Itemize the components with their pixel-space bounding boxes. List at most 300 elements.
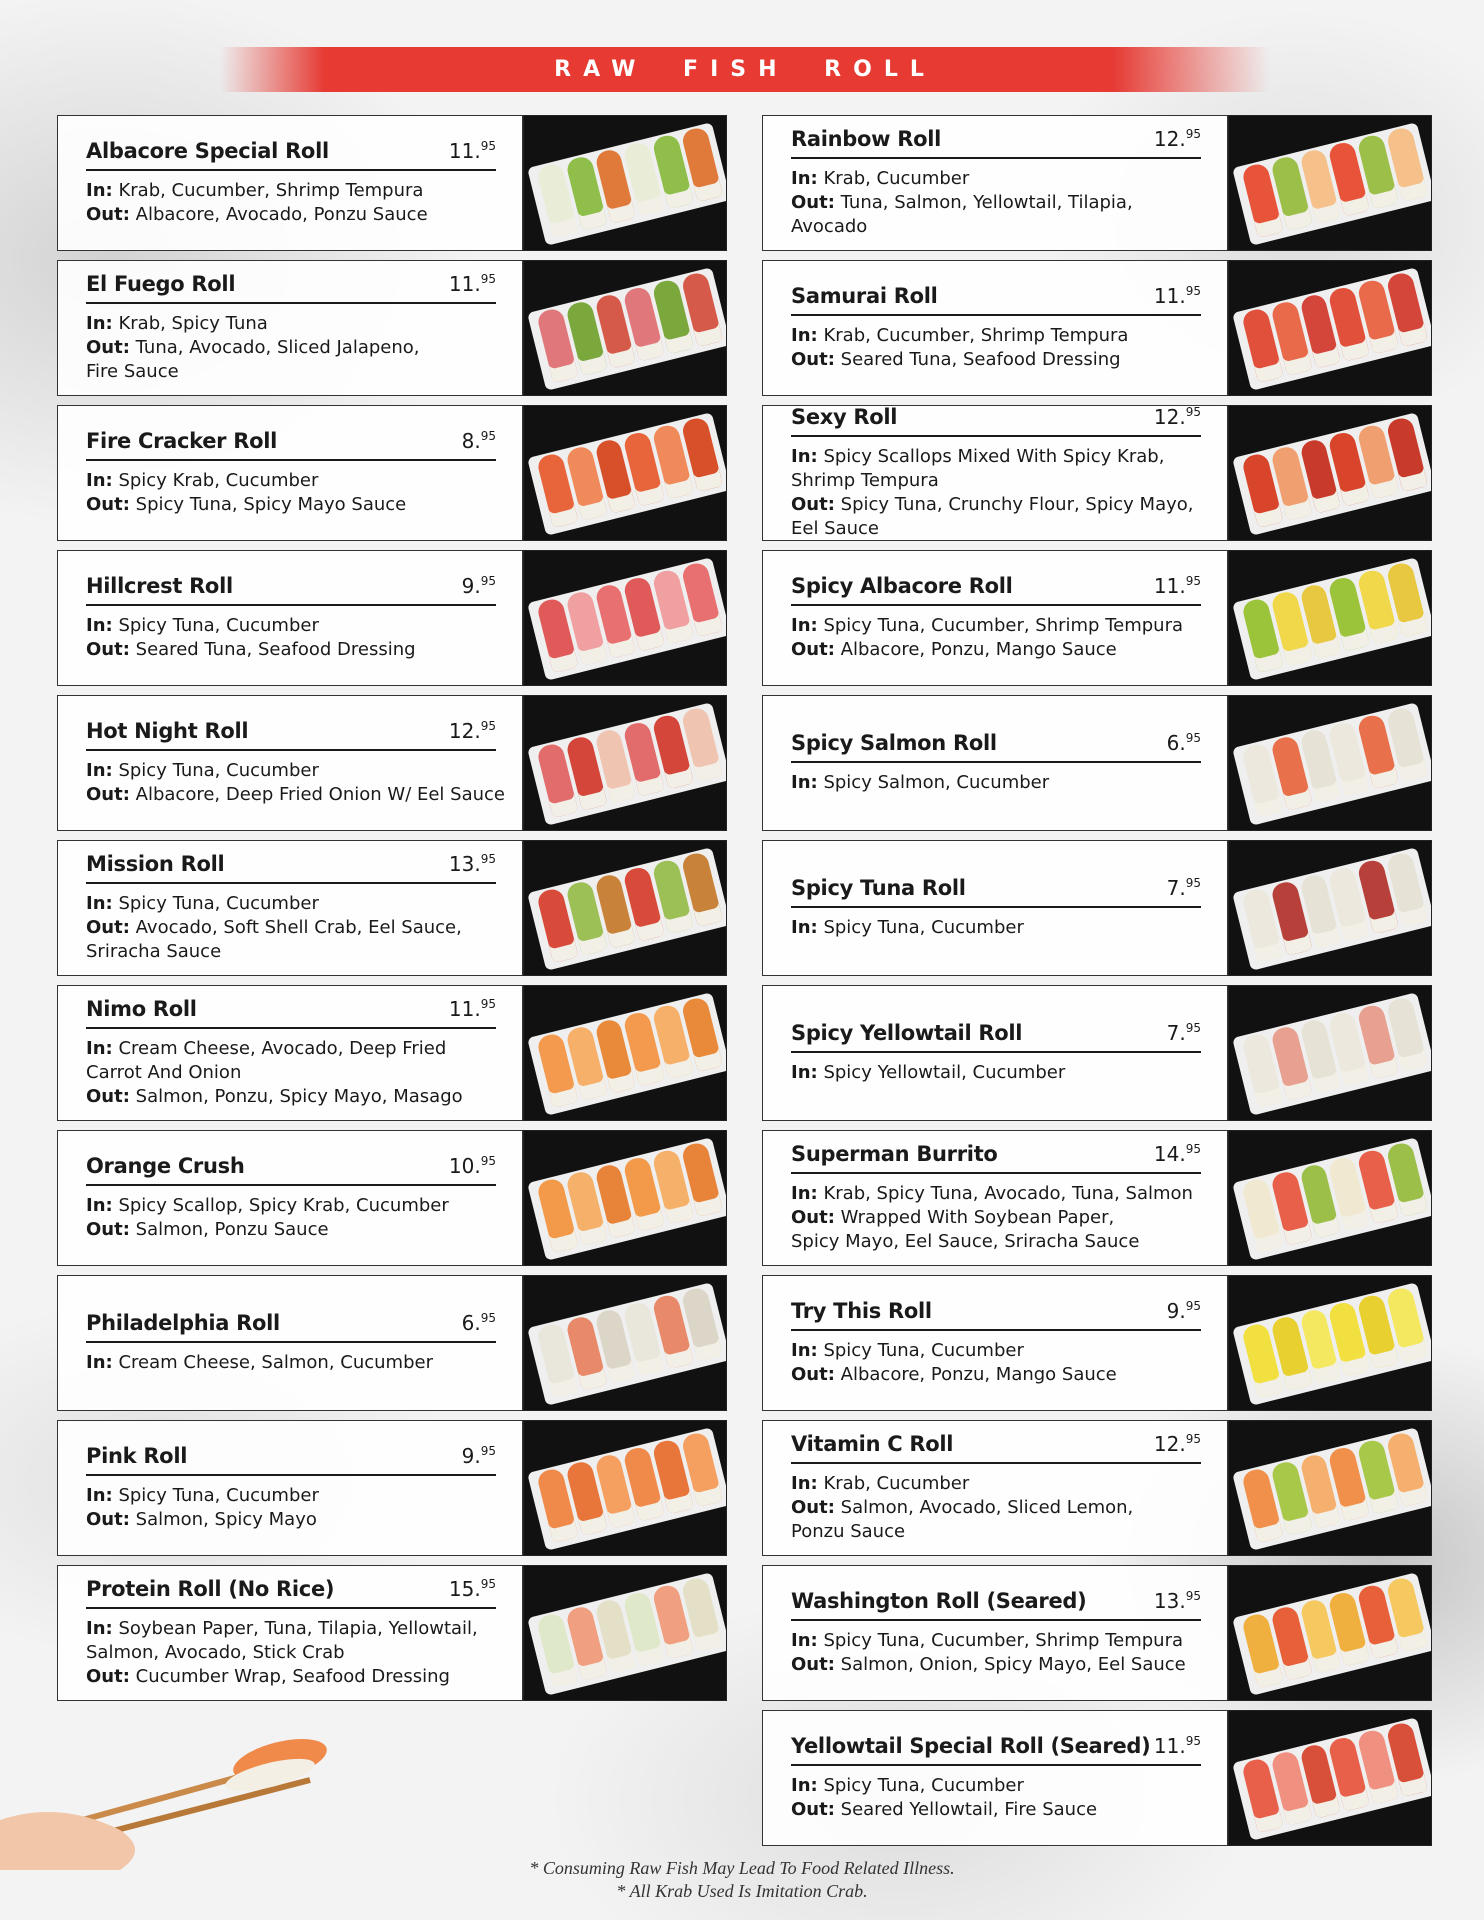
price-cents: 95 (480, 719, 496, 733)
menu-item-card (57, 695, 727, 831)
menu-item-text-box (57, 1275, 523, 1411)
menu-item-text-box (57, 550, 523, 686)
menu-item-description (86, 469, 506, 517)
price-dollars: 12. (1153, 1432, 1186, 1456)
description-line (791, 1363, 1211, 1387)
description-line (86, 1351, 506, 1375)
description-label: Out: (86, 1086, 130, 1107)
menu-item-name: Sexy Roll (791, 405, 898, 429)
description-text: Spicy Salmon, Cucumber (823, 772, 1050, 793)
description-text: Spicy Tuna, Crunchy Flour, Spicy Mayo, (840, 494, 1194, 515)
menu-item-price (449, 997, 496, 1021)
description-line (86, 203, 506, 227)
description-label: Out: (86, 784, 130, 805)
description-label: In: (791, 1630, 818, 1651)
menu-item-header (86, 852, 496, 884)
menu-item-header (86, 139, 496, 171)
description-line (86, 1218, 506, 1242)
menu-item-header (86, 1154, 496, 1186)
menu-item-description (791, 1774, 1211, 1822)
description-label: In: (86, 760, 113, 781)
price-cents: 95 (480, 429, 496, 443)
description-line (86, 614, 506, 638)
menu-item-name: Protein Roll (No Rice) (86, 1577, 335, 1601)
menu-item-header (86, 272, 496, 304)
description-text: Seared Tuna, Seafood Dressing (840, 349, 1121, 370)
description-label: Out: (791, 639, 835, 660)
menu-item-header (86, 1444, 496, 1476)
description-text: Albacore, Ponzu, Mango Sauce (840, 639, 1117, 660)
section-banner (220, 47, 1270, 92)
description-text: Eel Sauce (791, 518, 880, 539)
description-line (791, 1520, 1211, 1544)
price-cents: 95 (480, 997, 496, 1011)
description-text: Salmon, Avocado, Sliced Lemon, (840, 1497, 1134, 1518)
menu-item-name: Spicy Yellowtail Roll (791, 1021, 1023, 1045)
menu-item-price (1154, 405, 1201, 429)
menu-item-description (86, 312, 506, 384)
description-line (791, 1206, 1211, 1230)
description-label: In: (791, 1340, 818, 1361)
description-text: Soybean Paper, Tuna, Tilapia, Yellowtail, (118, 1618, 478, 1639)
menu-item-description (791, 916, 1211, 940)
description-label: In: (791, 325, 818, 346)
menu-item-price (449, 852, 496, 876)
menu-item-header (791, 1299, 1201, 1331)
sushi-photo (523, 405, 727, 541)
price-dollars: 11. (1153, 284, 1186, 308)
menu-item-price (1154, 1589, 1201, 1613)
description-line (86, 1061, 506, 1085)
menu-item-text-box (762, 1275, 1228, 1411)
sushi-photo (523, 260, 727, 396)
description-label: In: (86, 1618, 113, 1639)
description-text: Albacore, Ponzu, Mango Sauce (840, 1364, 1117, 1385)
menu-item-card (762, 1130, 1432, 1266)
menu-item-description (791, 445, 1211, 541)
description-line (791, 1653, 1211, 1677)
description-label: Out: (791, 192, 835, 213)
sushi-photo (1228, 695, 1432, 831)
description-label: In: (86, 1485, 113, 1506)
description-label: Out: (791, 1799, 835, 1820)
menu-item-name: Spicy Salmon Roll (791, 731, 997, 755)
description-label: In: (86, 1195, 113, 1216)
menu-item-header (791, 284, 1201, 316)
menu-item-name: Washington Roll (Seared) (791, 1589, 1087, 1613)
price-dollars: 13. (1153, 1589, 1186, 1613)
price-cents: 95 (1185, 1021, 1201, 1035)
menu-item-card (762, 1565, 1432, 1701)
description-label: In: (86, 313, 113, 334)
description-text: Krab, Cucumber, Shrimp Tempura (823, 325, 1129, 346)
menu-item-text-box (57, 1420, 523, 1556)
menu-item-name: Superman Burrito (791, 1142, 998, 1166)
menu-item-text-box (57, 115, 523, 251)
description-text: Krab, Cucumber (823, 168, 970, 189)
price-cents: 95 (480, 1444, 496, 1458)
menu-item-card (762, 1710, 1432, 1846)
menu-item-text-box (762, 1710, 1228, 1846)
menu-item-name: Samurai Roll (791, 284, 938, 308)
menu-item-name: El Fuego Roll (86, 272, 236, 296)
description-text: Krab, Cucumber (823, 1473, 970, 1494)
menu-item-card (762, 115, 1432, 251)
menu-item-price (449, 272, 496, 296)
menu-item-description (791, 771, 1211, 795)
sushi-photo (1228, 1130, 1432, 1266)
description-line (791, 916, 1211, 940)
description-line (86, 892, 506, 916)
sushi-photo (1228, 405, 1432, 541)
menu-item-description (791, 324, 1211, 372)
description-text: Spicy Tuna, Cucumber (118, 1485, 319, 1506)
description-line (86, 1194, 506, 1218)
price-cents: 95 (1185, 574, 1201, 588)
menu-item-name: Mission Roll (86, 852, 225, 876)
menu-item-description (86, 614, 506, 662)
menu-item-header (791, 127, 1201, 159)
description-text: Cream Cheese, Salmon, Cucumber (118, 1352, 433, 1373)
price-dollars: 14. (1153, 1142, 1186, 1166)
sushi-photo (1228, 1565, 1432, 1701)
menu-item-header (86, 429, 496, 461)
description-label: In: (86, 615, 113, 636)
menu-item-header (791, 1142, 1201, 1174)
menu-item-name: Albacore Special Roll (86, 139, 329, 163)
description-label: Out: (791, 1207, 835, 1228)
description-line (86, 493, 506, 517)
menu-item-description (86, 759, 506, 807)
sushi-photo (1228, 985, 1432, 1121)
price-cents: 95 (480, 272, 496, 286)
description-line (86, 638, 506, 662)
description-label: In: (86, 1352, 113, 1373)
menu-item-description (86, 1351, 506, 1375)
menu-item-name: Yellowtail Special Roll (Seared) (791, 1734, 1151, 1758)
description-text: Ponzu Sauce (791, 1521, 906, 1542)
description-line (86, 360, 506, 384)
menu-item-price (462, 429, 496, 453)
sushi-photo (1228, 1710, 1432, 1846)
menu-item-card (762, 550, 1432, 686)
menu-item-text-box (57, 985, 523, 1121)
description-text: Spicy Krab, Cucumber (118, 470, 319, 491)
price-dollars: 11. (1153, 574, 1186, 598)
description-label: In: (86, 470, 113, 491)
menu-item-name: Orange Crush (86, 1154, 245, 1178)
menu-item-header (791, 1432, 1201, 1464)
menu-item-price (1154, 574, 1201, 598)
menu-item-card (762, 840, 1432, 976)
footer-note-krab: * All Krab Used Is Imitation Crab. (616, 1881, 868, 1901)
price-dollars: 6. (461, 1311, 481, 1335)
menu-item-text-box (762, 115, 1228, 251)
description-text: Tuna, Avocado, Sliced Jalapeno, (135, 337, 420, 358)
description-line (86, 1617, 506, 1641)
description-text: Cream Cheese, Avocado, Deep Fried (118, 1038, 447, 1059)
description-label: In: (791, 1062, 818, 1083)
price-dollars: 11. (1153, 1734, 1186, 1758)
description-label: Out: (86, 1219, 130, 1240)
menu-item-price (1154, 1142, 1201, 1166)
sushi-photo (523, 695, 727, 831)
menu-item-name: Hillcrest Roll (86, 574, 233, 598)
menu-item-card (57, 1275, 727, 1411)
description-text: Spicy Tuna, Spicy Mayo Sauce (135, 494, 407, 515)
description-label: Out: (791, 1364, 835, 1385)
menu-item-card (57, 405, 727, 541)
description-line (791, 1339, 1211, 1363)
description-text: Spicy Tuna, Cucumber (823, 917, 1024, 938)
price-dollars: 8. (461, 429, 481, 453)
description-label: In: (791, 1183, 818, 1204)
menu-item-name: Spicy Tuna Roll (791, 876, 966, 900)
menu-item-name: Fire Cracker Roll (86, 429, 278, 453)
description-line (86, 179, 506, 203)
menu-item-card (57, 1130, 727, 1266)
menu-item-card (57, 1565, 727, 1701)
description-line (86, 1508, 506, 1532)
price-dollars: 15. (448, 1577, 481, 1601)
menu-item-header (86, 997, 496, 1029)
menu-item-header (86, 574, 496, 606)
menu-item-price (1167, 1299, 1201, 1323)
price-dollars: 12. (1153, 405, 1186, 429)
menu-item-header (86, 1311, 496, 1343)
sushi-photo (1228, 550, 1432, 686)
description-label: Out: (86, 204, 130, 225)
menu-item-text-box (762, 550, 1228, 686)
description-text: Spicy Tuna, Cucumber (118, 893, 319, 914)
menu-item-header (791, 1589, 1201, 1621)
description-line (791, 638, 1211, 662)
sushi-photo (523, 1420, 727, 1556)
description-text: Fire Sauce (86, 361, 179, 382)
menu-item-price (462, 1444, 496, 1468)
description-line (86, 916, 506, 940)
price-cents: 95 (1185, 127, 1201, 141)
chopsticks-hand-illustration (0, 1720, 330, 1870)
price-dollars: 10. (448, 1154, 481, 1178)
menu-item-price (1154, 127, 1201, 151)
menu-item-price (1154, 1432, 1201, 1456)
description-label: In: (791, 615, 818, 636)
sushi-photo (1228, 115, 1432, 251)
description-line (86, 940, 506, 964)
description-text: Seared Tuna, Seafood Dressing (135, 639, 416, 660)
price-dollars: 11. (448, 272, 481, 296)
menu-item-price (1154, 284, 1201, 308)
price-dollars: 13. (448, 852, 481, 876)
menu-item-card (57, 550, 727, 686)
sushi-photo (523, 1130, 727, 1266)
price-dollars: 6. (1166, 731, 1186, 755)
description-text: Shrimp Tempura (791, 470, 939, 491)
menu-item-card (762, 1420, 1432, 1556)
sushi-photo (523, 1565, 727, 1701)
price-cents: 95 (480, 852, 496, 866)
menu-item-text-box (762, 260, 1228, 396)
description-text: Salmon, Ponzu, Spicy Mayo, Masago (135, 1086, 463, 1107)
menu-item-card (57, 1420, 727, 1556)
menu-item-text-box (762, 1565, 1228, 1701)
sushi-photo (523, 1275, 727, 1411)
menu-item-card (762, 1275, 1432, 1411)
description-line (791, 1230, 1211, 1254)
menu-item-name: Vitamin C Roll (791, 1432, 954, 1456)
section-title: RAW FISH ROLL (554, 57, 936, 82)
description-line (86, 312, 506, 336)
menu-item-description (791, 167, 1211, 239)
description-label: Out: (86, 639, 130, 660)
price-cents: 95 (1185, 284, 1201, 298)
price-dollars: 9. (1166, 1299, 1186, 1323)
menu-item-header (86, 1577, 496, 1609)
description-line (791, 493, 1211, 517)
description-text: Spicy Tuna, Cucumber (118, 615, 319, 636)
description-line (791, 348, 1211, 372)
description-text: Albacore, Avocado, Ponzu Sauce (135, 204, 428, 225)
description-label: Out: (86, 1509, 130, 1530)
description-text: Spicy Tuna, Cucumber (823, 1775, 1024, 1796)
menu-item-name: Nimo Roll (86, 997, 197, 1021)
description-label: In: (86, 180, 113, 201)
price-cents: 95 (480, 1577, 496, 1591)
price-cents: 95 (1185, 1432, 1201, 1446)
menu-item-text-box (57, 695, 523, 831)
price-cents: 95 (1185, 731, 1201, 745)
description-text: Spicy Tuna, Cucumber (118, 760, 319, 781)
description-label: Out: (86, 494, 130, 515)
menu-item-price (1167, 1021, 1201, 1045)
menu-item-card (57, 115, 727, 251)
description-line (791, 1496, 1211, 1520)
price-cents: 95 (1185, 1734, 1201, 1748)
price-dollars: 9. (461, 1444, 481, 1468)
menu-item-header (791, 405, 1201, 437)
menu-item-description (791, 1629, 1211, 1677)
description-text: Carrot And Onion (86, 1062, 242, 1083)
description-text: Tuna, Salmon, Yellowtail, Tilapia, Avocado (791, 192, 1133, 237)
description-line (791, 167, 1211, 191)
menu-item-text-box (762, 1420, 1228, 1556)
description-line (86, 1085, 506, 1109)
description-label: In: (791, 917, 818, 938)
sushi-photo (1228, 1420, 1432, 1556)
description-text: Cucumber Wrap, Seafood Dressing (135, 1666, 450, 1687)
description-line (791, 1774, 1211, 1798)
menu-item-price (1154, 1734, 1201, 1758)
menu-item-price (1167, 731, 1201, 755)
menu-item-description (791, 1061, 1211, 1085)
menu-item-header (86, 719, 496, 751)
description-line (86, 1484, 506, 1508)
menu-item-description (86, 179, 506, 227)
description-label: Out: (791, 494, 835, 515)
menu-item-text-box (57, 1130, 523, 1266)
menu-item-card (762, 985, 1432, 1121)
price-dollars: 12. (448, 719, 481, 743)
description-label: Out: (791, 349, 835, 370)
sushi-photo (1228, 840, 1432, 976)
menu-item-card (762, 405, 1432, 541)
description-label: Out: (86, 1666, 130, 1687)
price-cents: 95 (480, 574, 496, 588)
sushi-photo (523, 840, 727, 976)
sushi-photo (523, 550, 727, 686)
price-cents: 95 (1185, 1589, 1201, 1603)
menu-item-description (791, 1182, 1211, 1254)
menu-item-text-box (762, 985, 1228, 1121)
description-label: In: (791, 772, 818, 793)
footer-note-raw-fish: * Consuming Raw Fish May Lead To Food Related Illness. (529, 1858, 955, 1878)
description-label: Out: (86, 917, 130, 938)
menu-item-header (791, 1021, 1201, 1053)
price-cents: 95 (1185, 876, 1201, 890)
description-line (791, 1182, 1211, 1206)
description-line (791, 517, 1211, 541)
description-line (86, 1665, 506, 1689)
description-label: In: (791, 446, 818, 467)
description-line (791, 1629, 1211, 1653)
menu-item-card (762, 695, 1432, 831)
description-text: Spicy Tuna, Cucumber, Shrimp Tempura (823, 615, 1184, 636)
description-text: Spicy Yellowtail, Cucumber (823, 1062, 1066, 1083)
menu-item-description (86, 1484, 506, 1532)
description-text: Salmon, Onion, Spicy Mayo, Eel Sauce (840, 1654, 1186, 1675)
menu-item-name: Try This Roll (791, 1299, 932, 1323)
description-line (791, 324, 1211, 348)
description-line (791, 469, 1211, 493)
price-dollars: 9. (461, 574, 481, 598)
description-label: In: (86, 1038, 113, 1059)
price-dollars: 11. (448, 139, 481, 163)
menu-item-card (57, 985, 727, 1121)
description-label: Out: (791, 1654, 835, 1675)
description-line (86, 759, 506, 783)
menu-item-header (791, 876, 1201, 908)
description-text: Sriracha Sauce (86, 941, 222, 962)
menu-item-description (791, 614, 1211, 662)
price-dollars: 12. (1153, 127, 1186, 151)
menu-item-description (791, 1472, 1211, 1544)
description-line (86, 1641, 506, 1665)
description-text: Spicy Tuna, Cucumber, Shrimp Tempura (823, 1630, 1184, 1651)
menu-item-card (762, 260, 1432, 396)
price-cents: 95 (1185, 1299, 1201, 1313)
sushi-photo (523, 115, 727, 251)
menu-item-price (449, 139, 496, 163)
menu-item-name: Hot Night Roll (86, 719, 249, 743)
description-text: Spicy Mayo, Eel Sauce, Sriracha Sauce (791, 1231, 1140, 1252)
menu-item-text-box (762, 405, 1228, 541)
price-cents: 95 (480, 1154, 496, 1168)
menu-item-header (791, 1734, 1201, 1766)
menu-item-description (86, 1037, 506, 1109)
menu-item-header (791, 731, 1201, 763)
description-line (791, 1472, 1211, 1496)
menu-item-text-box (57, 260, 523, 396)
menu-item-description (86, 892, 506, 964)
menu-item-price (1167, 876, 1201, 900)
description-text: Salmon, Spicy Mayo (135, 1509, 317, 1530)
menu-item-text-box (762, 1130, 1228, 1266)
sushi-photo (1228, 260, 1432, 396)
menu-item-name: Spicy Albacore Roll (791, 574, 1013, 598)
menu-item-name: Philadelphia Roll (86, 1311, 280, 1335)
menu-item-description (791, 1339, 1211, 1387)
